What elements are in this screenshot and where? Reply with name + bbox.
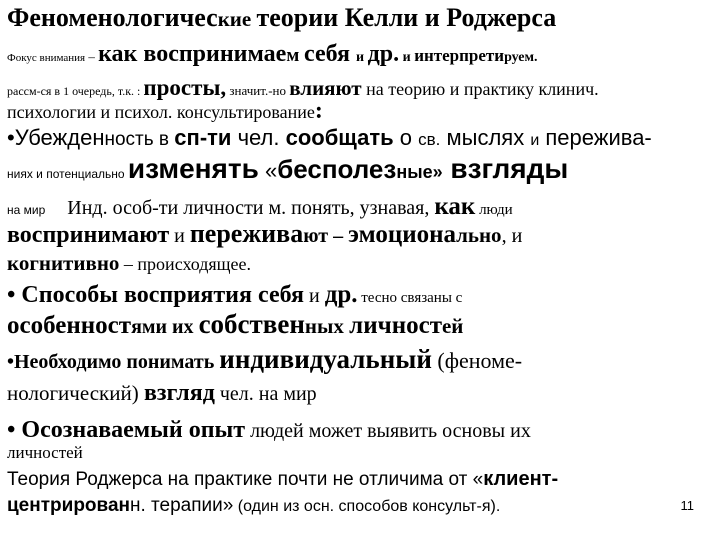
text-fragment: ниях и потенциально	[7, 167, 128, 181]
text-fragment: о	[393, 125, 419, 150]
text-fragment: др.	[324, 281, 358, 308]
text-line	[7, 418, 714, 442]
text-line	[7, 253, 714, 274]
title-part: теории Келли и Роджерса	[256, 3, 557, 32]
text-fragment: ют –	[303, 225, 349, 247]
text-fragment: когнитивно	[7, 251, 120, 275]
text-fragment: тесно связаны с	[357, 290, 463, 306]
text-fragment: на мир	[7, 203, 46, 217]
text-fragment: людей может выявить основы их	[245, 420, 531, 442]
text-line	[7, 444, 714, 461]
text-fragment: • Осознаваемый опыт	[7, 417, 246, 443]
text-fragment: (феноме-	[431, 348, 523, 373]
text-fragment: м	[286, 45, 305, 66]
slide-title	[7, 5, 714, 31]
text-fragment: ных	[304, 314, 350, 338]
text-fragment: центрирован	[7, 495, 130, 516]
text-fragment: себя	[304, 41, 357, 67]
text-line	[7, 127, 714, 149]
text-fragment: :	[314, 98, 323, 124]
text-fragment: особенност	[7, 312, 132, 339]
title-part: кие	[217, 7, 257, 31]
text-fragment: влияют	[289, 76, 362, 100]
text-fragment: и	[303, 285, 325, 307]
text-fragment: люди	[475, 202, 513, 218]
text-line	[7, 42, 714, 66]
text-fragment: индивидуальный	[219, 344, 432, 374]
text-fragment: клиент-	[483, 468, 559, 490]
text-fragment: взгляд	[143, 380, 215, 406]
text-fragment: бесполез	[277, 154, 397, 184]
text-fragment: воспринимают	[7, 222, 170, 248]
page-number: 11	[680, 498, 694, 513]
text-fragment: чел. на мир	[214, 383, 317, 405]
text-fragment: др.	[367, 41, 400, 67]
text-fragment: взгляды	[442, 153, 569, 184]
text-fragment: н. терапии»	[130, 495, 234, 516]
text-line	[7, 221, 714, 247]
text-line	[7, 194, 714, 219]
text-fragment: Теория Роджерса на практике почти не отличима от «	[7, 469, 484, 490]
text-fragment: ные»	[396, 162, 443, 182]
text-line	[7, 99, 714, 123]
text-line	[7, 282, 714, 307]
text-fragment: и	[169, 225, 190, 247]
text-line	[7, 496, 714, 515]
text-fragment: личност	[349, 312, 442, 339]
text-fragment: «	[258, 158, 278, 183]
text-fragment: ность в	[104, 129, 175, 150]
text-fragment: ей	[441, 314, 464, 338]
text-fragment: интерпрети	[414, 46, 505, 65]
text-fragment: рассм-ся в 1 очередь, т.к. :	[7, 84, 144, 98]
text-fragment: – происходящее.	[119, 254, 252, 274]
text-fragment: пережива-	[539, 125, 652, 150]
text-line	[7, 381, 714, 405]
text-fragment: Инд. особ-ти личности м. понять, узнавая,	[67, 197, 435, 219]
text-fragment: руем.	[504, 50, 538, 65]
text-fragment: Фокус внимания	[7, 52, 86, 64]
text-fragment: • Способы восприятия себя	[7, 282, 304, 308]
text-fragment: как	[98, 41, 144, 67]
text-line	[7, 346, 714, 373]
text-fragment: пережива	[189, 219, 304, 248]
text-fragment: мыслях	[440, 125, 531, 150]
text-fragment: •Необходимо понимать	[7, 351, 220, 373]
text-fragment: сп-ти	[174, 125, 232, 150]
text-fragment: (один из осн. способов консульт-я).	[233, 498, 501, 515]
text-line	[7, 311, 714, 338]
text-fragment: –	[85, 49, 99, 64]
text-fragment: психологии и психол. консультирование	[7, 102, 315, 122]
text-fragment: эмоциона	[348, 221, 457, 248]
text-fragment: сообщать	[285, 125, 394, 150]
text-fragment: нологический)	[7, 381, 144, 405]
text-fragment: изменять	[127, 153, 259, 184]
text-line	[7, 469, 714, 489]
text-fragment: и	[399, 50, 415, 65]
text-fragment: чел.	[231, 125, 286, 150]
title-part: Феноменологичес	[7, 3, 218, 32]
text-line	[7, 76, 714, 99]
text-fragment: , и	[501, 225, 523, 247]
text-fragment: на теорию и практику клинич.	[361, 79, 599, 99]
text-fragment: и	[356, 50, 368, 65]
text-fragment: значит.-но	[226, 83, 290, 98]
text-fragment: как	[434, 193, 476, 220]
text-fragment: просты,	[143, 75, 227, 100]
text-fragment: льно	[456, 223, 502, 247]
text-fragment: •Убежден	[7, 125, 105, 150]
text-fragment: собствен	[198, 309, 305, 339]
text-fragment: воспринимае	[143, 41, 287, 67]
text-fragment: личностей	[7, 443, 83, 462]
text-fragment: ями их	[131, 316, 199, 338]
text-fragment: св.	[418, 130, 441, 149]
text-line	[7, 155, 714, 183]
text-fragment: и	[530, 132, 540, 149]
